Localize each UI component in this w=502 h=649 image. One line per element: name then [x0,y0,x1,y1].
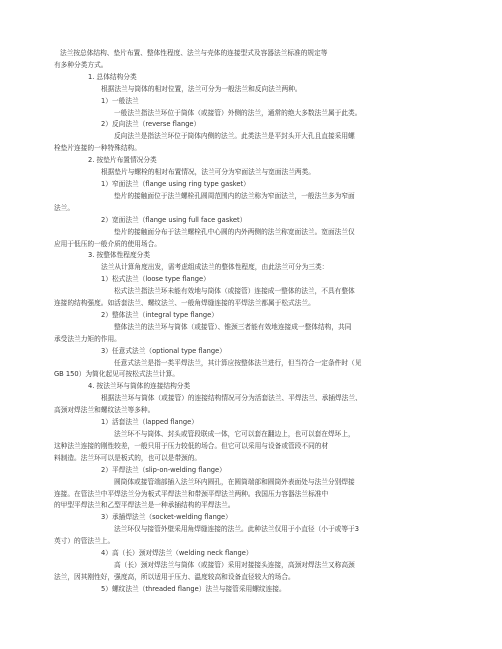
text-line: 法兰，因其刚性好，强度高，所以适用于压力、温度较高和设备直径较大的场合。 [54,572,295,581]
text-line: 3）任意式法兰（optional type flange） [101,346,226,355]
text-line: 1）窄面法兰（flange using ring type gasket） [101,179,250,188]
text-line: 法兰按总体结构、垫片布置、整体性程度、法兰与壳体的连接型式及容器法兰标准的规定等 [60,49,328,57]
text-line: 2）反向法兰（reverse flange） [101,120,201,129]
text-line: 应用于低压的一般介质的使用场合。 [54,239,161,248]
text-line: 的甲型平焊法兰和乙型平焊法兰是一种承插结构的平焊法兰。 [54,501,235,510]
text-line: 4）高（长）颈对焊法兰（welding neck flange） [101,549,253,558]
text-line: 2. 按垫片布置情况分类 [88,156,157,165]
text-line: 料制造。法兰环可以是板式的，也可以是带颈的。 [54,453,202,462]
text-line: 法兰环不与筒体、封头或管段联成一体，它可以套在翻边上，也可以套在焊环上， [114,430,355,438]
text-line: 5）螺纹法兰（threaded flange）法兰与接管采用螺纹连接。 [101,584,286,593]
text-line: 1）松式法兰（loose type flange） [101,275,210,284]
text-line: 有多种分类方式。 [54,60,108,69]
text-line: 这种法兰连接的刚性较差，一般只用于压力较低的场合。但它可以采用与设备或管段不同的材 [54,441,329,450]
text-line: GB 150）为简化起见可按松式法兰计算。 [54,370,179,379]
text-line: 根据垫片与螺栓的相对布置情况，法兰可分为窄面法兰与宽面法兰两类。 [101,168,315,177]
text-line: 2）整体法兰（integral type flange） [101,310,218,319]
text-line: 垫片的接触面分布于法兰螺栓孔中心圆的内外两侧的法兰称宽面法兰。宽面法兰仅 [114,227,355,236]
text-line: 法兰环仅与接管外壁采用角焊缝连接的法兰。此种法兰仅用于小直径（小于或等于3 [114,525,360,534]
text-line: 整体法兰的法兰环与筒体（或接管）、锥颈三者能有效地连接成一整体结构，共同 [114,322,352,331]
text-line: 一般法兰指法兰环位于筒体（或接管）外侧的法兰，通常的绝大多数法兰属于此类。 [114,108,362,117]
text-line: 4. 按法兰环与筒体的连接结构分类 [88,382,191,391]
text-line: 圆筒体或接管端部插入法兰环内圆孔，在圆筒端部和圆筒外表面处与法兰分别焊接 [114,477,355,486]
text-line: 3. 按整体性程度分类 [88,251,151,260]
text-line: 任意式法兰是指一类平焊法兰，其计算应按整体法兰进行，但当符合一定条件时（见 [114,358,362,367]
text-line: 连接。在管法兰中平焊法兰分为板式平焊法兰和带颈平焊法兰两种。我国压力容器法兰标准中 [54,489,329,498]
text-line: 承受法兰力矩的作用。 [54,334,121,343]
text-line: 高颈对焊法兰和螺纹法兰等多种。 [54,406,155,415]
text-line: 1. 总体结构分类 [88,72,137,81]
text-line: 2）平焊法兰（slip-on-welding flange） [101,465,226,474]
text-line: 反向法兰是指法兰环位于筒体内侧的法兰。此类法兰是平封头开大孔且直接采用螺 [114,132,355,141]
text-line: 松式法兰指法兰环未能有效地与筒体（或接管）连接成一整体的法兰，不具有整体 [114,287,355,296]
text-line: 栓垫片连接的一种特殊结构。 [54,144,141,153]
text-line: 垫片的接触面位于法兰螺栓孔圆周范围内的法兰称为窄面法兰，一般法兰多为窄面 [114,191,355,200]
text-line: 法兰。 [54,203,75,212]
text-line: 2）宽面法兰（flange using full face gasket） [101,215,247,224]
text-line: 高（长）颈对焊法兰与筒体（或接管）采用对接接头连接，高颈对焊法兰又称高颈 [114,560,355,569]
text-line: 3）承插焊法兰（socket-welding flange） [101,513,232,522]
text-line: 1）一般法兰 [101,96,139,105]
text-line: 根据法兰与筒体的相对位置，法兰可分为一般法兰和反向法兰两种。 [101,84,302,93]
text-line: 英寸）的管法兰上。 [54,537,115,546]
text-line: 连接的结构强度。如活套法兰、螺纹法兰、一般角焊缝连接的平焊法兰都属于松式法兰。 [54,299,315,308]
text-line: 法兰从计算角度出发，需考虑组成法兰的整体性程度，由此法兰可分为三类： [101,263,329,272]
text-line: 1）活套法兰（lapped flange） [101,418,198,427]
text-line: 根据法兰环与筒体（或接管）的连接结构情况可分为活套法兰、平焊法兰、承插焊法兰、 [101,394,362,403]
